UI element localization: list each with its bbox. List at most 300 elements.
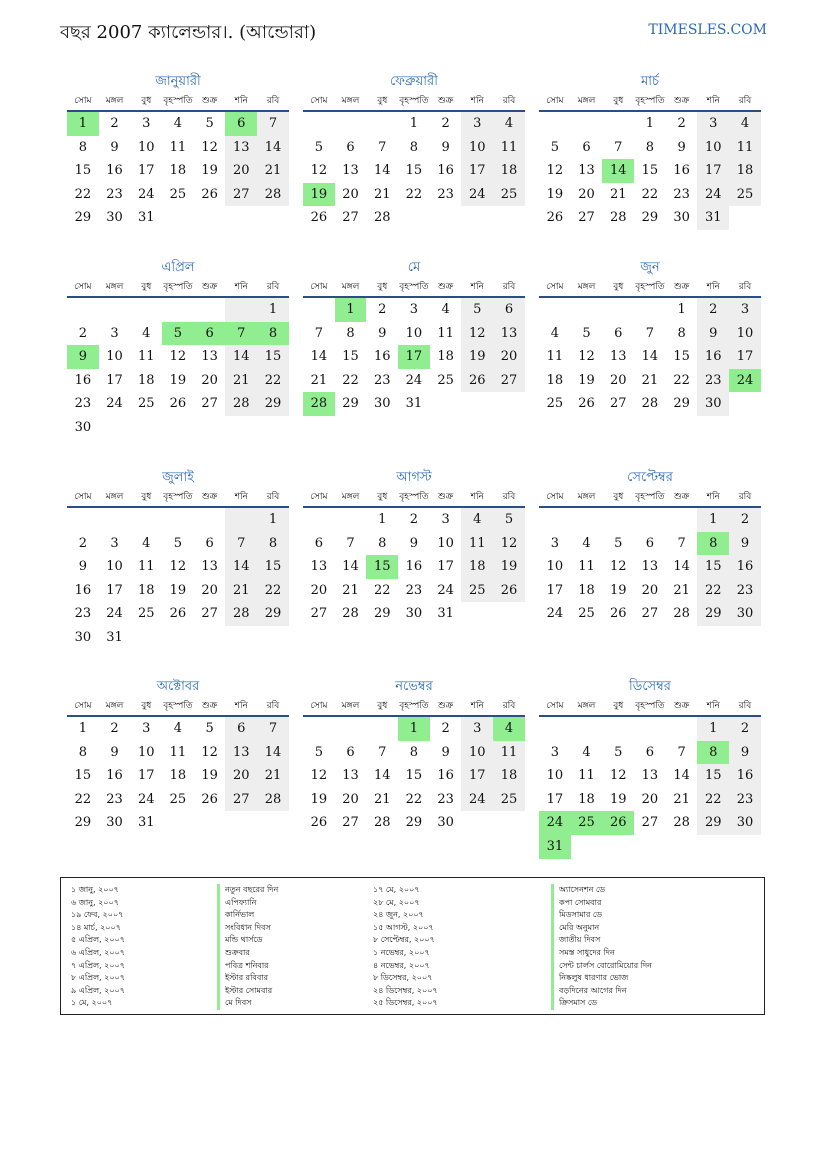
day-cell: 7 — [645, 325, 655, 341]
day-cell: 6 — [614, 325, 623, 341]
day-cell: 20 — [225, 159, 257, 183]
empty-day-cell — [666, 508, 698, 532]
weekday-header — [67, 278, 289, 298]
day-cell: 20 — [493, 345, 525, 369]
day-cell: 31 — [405, 396, 423, 412]
day-cell: 3 — [142, 116, 151, 131]
holiday-date: ৮ সেপ্টেম্বর, ২০০৭ — [373, 935, 435, 945]
day-cell: 10 — [461, 741, 493, 765]
day-cell: 5 — [173, 535, 183, 551]
holiday-name: মিডসামার ডে — [551, 909, 652, 922]
day-cell: 5 — [461, 298, 493, 322]
weekday-label: শনি — [234, 492, 248, 502]
weekday-label: মঙ্গল — [105, 701, 124, 711]
day-cell: 3 — [550, 535, 559, 551]
day-cell: 8 — [346, 325, 355, 341]
day-cell: 22 — [342, 372, 359, 388]
weekday-label: শুক্র — [673, 701, 690, 711]
day-cell: 15 — [257, 555, 289, 579]
day-cell: 5 — [314, 744, 323, 760]
day-cell: 3 — [142, 721, 151, 736]
weekday-label: শনি — [470, 492, 484, 502]
weekday-label: সোম — [74, 492, 92, 502]
day-cell: 16 — [74, 372, 92, 388]
day-cell: 2 — [110, 721, 119, 736]
holiday-date: ৯ এপ্রিল, ২০০৭ — [71, 985, 125, 995]
day-cell: 13 — [201, 559, 218, 575]
empty-day-cell — [539, 112, 571, 136]
day-cell: 19 — [201, 163, 218, 179]
day-cell: 22 — [697, 788, 729, 812]
day-cell: 9 — [409, 535, 419, 551]
month-name: জুন — [640, 260, 660, 275]
day-cell: 2 — [729, 717, 761, 741]
day-cell: 12 — [169, 559, 187, 575]
day-cell: 28 — [673, 815, 690, 831]
day-cell: 14 — [673, 768, 690, 784]
day-cell: 2 — [110, 116, 119, 131]
day-cell: 27 — [578, 210, 595, 226]
day-grid — [67, 112, 289, 230]
day-cell: 31 — [137, 815, 155, 831]
month-block — [539, 258, 761, 416]
day-cell: 1 — [78, 721, 87, 736]
holiday-date: ১ নভেম্বর, ২০০৭ — [373, 947, 430, 957]
weekday-label: রবি — [266, 282, 280, 292]
day-cell: 14 — [310, 349, 328, 365]
weekday-label: শনি — [234, 96, 248, 106]
day-cell: 25 — [493, 788, 525, 812]
day-grid — [303, 112, 525, 230]
day-cell: 20 — [201, 372, 218, 388]
day-cell: 13 — [225, 741, 257, 765]
month-name: অক্টোবর — [156, 679, 200, 694]
day-cell: 8 — [409, 139, 419, 155]
weekday-label: সোম — [310, 492, 328, 502]
day-cell: 23 — [673, 186, 690, 202]
day-cell: 7 — [257, 112, 289, 136]
day-cell: 8 — [645, 139, 655, 155]
day-cell: 20 — [578, 186, 595, 202]
day-cell: 28 — [373, 210, 391, 226]
weekday-header — [67, 697, 289, 717]
day-cell: 10 — [106, 559, 123, 575]
day-cell: 8 — [78, 139, 87, 155]
empty-day-cell — [571, 717, 603, 741]
page-title: বছর 2007 ক্যালেন্ডার।. (আন্ডোরা) — [60, 22, 317, 43]
month-name: নভেম্বর — [395, 679, 433, 694]
day-grid — [539, 508, 761, 626]
weekday-label: বুধ — [377, 701, 388, 711]
weekday-label: বুধ — [377, 282, 388, 292]
weekday-label: মঙ্গল — [577, 282, 596, 292]
weekday-label: মঙ্গল — [105, 282, 124, 292]
holiday-date: ১ জানু, ২০০৭ — [71, 885, 119, 894]
day-cell: 16 — [729, 555, 761, 579]
holiday-day-cell: 31 — [539, 835, 571, 859]
day-cell: 29 — [342, 396, 359, 412]
day-cell: 30 — [697, 392, 729, 416]
weekday-label: মঙ্গল — [105, 492, 124, 502]
weekday-header — [539, 92, 761, 112]
day-cell: 24 — [461, 788, 493, 812]
day-cell: 16 — [697, 345, 729, 369]
empty-day-cell — [602, 112, 634, 136]
day-cell: 24 — [461, 183, 493, 207]
day-cell: 7 — [257, 717, 289, 741]
day-cell: 14 — [225, 555, 257, 579]
day-cell: 28 — [225, 602, 257, 626]
site-link[interactable]: TIMESLES.COM — [648, 22, 767, 38]
day-cell: 26 — [493, 579, 525, 603]
day-grid — [303, 298, 525, 416]
weekday-header — [539, 488, 761, 508]
day-cell: 21 — [673, 791, 690, 807]
holiday-name: জাতীয় দিবস — [551, 934, 652, 947]
holiday-day-cell: 28 — [303, 392, 335, 416]
day-cell: 3 — [110, 325, 119, 341]
day-cell: 16 — [673, 163, 690, 179]
day-cell: 23 — [437, 791, 454, 807]
day-cell: 3 — [697, 112, 729, 136]
weekday-label: শনি — [470, 282, 484, 292]
day-cell: 26 — [609, 606, 627, 622]
weekday-label: রবি — [738, 282, 752, 292]
day-cell: 26 — [201, 186, 218, 202]
day-cell: 28 — [342, 606, 359, 622]
holiday-name: অ্যাসেনশন ডে — [551, 884, 652, 897]
day-cell: 24 — [106, 606, 123, 622]
day-cell: 11 — [546, 349, 564, 365]
day-grid — [67, 508, 289, 650]
day-grid — [539, 298, 761, 416]
day-cell: 22 — [257, 369, 289, 393]
day-cell: 15 — [673, 349, 690, 365]
empty-day-cell — [130, 508, 162, 532]
day-cell: 26 — [546, 210, 564, 226]
holiday-day-cell: 17 — [398, 345, 430, 369]
day-cell: 6 — [225, 717, 257, 741]
day-cell: 25 — [137, 396, 155, 412]
day-cell: 4 — [173, 721, 183, 736]
day-cell: 21 — [673, 582, 690, 598]
holiday-day-cell: 1 — [398, 717, 430, 741]
day-cell: 30 — [437, 815, 454, 831]
weekday-label: সোম — [546, 701, 564, 711]
day-cell: 17 — [137, 768, 155, 784]
day-cell: 30 — [106, 210, 123, 226]
day-cell: 19 — [609, 582, 627, 598]
weekday-label: বৃহস্পতি — [399, 282, 429, 292]
day-cell: 15 — [405, 768, 423, 784]
month-name: ডিসেম্বর — [629, 679, 671, 694]
day-cell: 16 — [106, 163, 123, 179]
day-cell: 15 — [257, 345, 289, 369]
day-cell: 27 — [342, 815, 359, 831]
empty-day-cell — [571, 298, 603, 322]
day-cell: 18 — [137, 582, 155, 598]
day-cell: 31 — [137, 210, 155, 226]
holiday-day-cell: 8 — [697, 532, 729, 556]
month-name: সেপ্টেম্বর — [627, 470, 673, 485]
empty-day-cell — [225, 508, 257, 532]
day-cell: 2 — [441, 721, 450, 736]
weekday-label: বৃহস্পতি — [635, 282, 665, 292]
day-grid — [539, 112, 761, 230]
holiday-name: ইস্টার সোমবার — [217, 985, 278, 998]
day-cell: 18 — [493, 764, 525, 788]
empty-day-cell — [571, 112, 603, 136]
day-cell: 7 — [378, 139, 387, 155]
holiday-day-cell: 8 — [697, 741, 729, 765]
weekday-label: বুধ — [377, 492, 388, 502]
day-cell: 25 — [729, 183, 761, 207]
day-cell: 21 — [609, 186, 627, 202]
day-cell: 18 — [578, 582, 595, 598]
day-cell: 10 — [137, 139, 155, 155]
weekday-label: বুধ — [613, 701, 624, 711]
weekday-label: বুধ — [613, 492, 624, 502]
holiday-name: বড়দিনের আগের দিন — [551, 985, 652, 998]
day-cell: 3 — [550, 744, 559, 760]
empty-day-cell — [162, 508, 194, 532]
day-cell: 22 — [74, 186, 92, 202]
month-name: এপ্রিল — [161, 260, 195, 275]
empty-day-cell — [99, 298, 131, 322]
weekday-label: রবি — [502, 701, 516, 711]
weekday-label: বুধ — [613, 96, 624, 106]
day-cell: 25 — [578, 606, 595, 622]
day-cell: 27 — [310, 606, 328, 622]
day-cell: 23 — [729, 579, 761, 603]
month-name: মার্চ — [640, 74, 659, 89]
day-cell: 21 — [641, 372, 659, 388]
day-cell: 7 — [225, 532, 257, 556]
month-block — [67, 677, 289, 835]
holiday-day-cell: 8 — [257, 322, 289, 346]
weekday-label: রবি — [266, 701, 280, 711]
weekday-label: শনি — [706, 282, 720, 292]
day-cell: 31 — [697, 206, 729, 230]
holiday-name: শুক্রবার — [217, 947, 278, 960]
day-cell: 16 — [405, 559, 423, 575]
day-cell: 6 — [493, 298, 525, 322]
weekday-label: বুধ — [141, 282, 152, 292]
day-cell: 15 — [697, 764, 729, 788]
day-cell: 13 — [310, 559, 328, 575]
day-cell: 19 — [493, 555, 525, 579]
day-cell: 23 — [373, 372, 391, 388]
day-cell: 30 — [106, 815, 123, 831]
day-cell: 18 — [137, 372, 155, 388]
day-cell: 12 — [493, 532, 525, 556]
day-cell: 11 — [137, 349, 155, 365]
day-cell: 3 — [461, 112, 493, 136]
weekday-label: সোম — [74, 701, 92, 711]
day-cell: 14 — [257, 136, 289, 160]
day-cell: 24 — [437, 582, 454, 598]
weekday-label: শুক্র — [201, 701, 218, 711]
day-cell: 2 — [378, 302, 387, 317]
day-cell: 13 — [641, 768, 659, 784]
day-cell: 15 — [342, 349, 359, 365]
day-cell: 10 — [546, 768, 564, 784]
day-cell: 19 — [169, 582, 187, 598]
weekday-label: বৃহস্পতি — [163, 282, 193, 292]
month-block — [303, 258, 525, 416]
day-cell: 15 — [641, 163, 659, 179]
month-block — [67, 258, 289, 440]
day-cell: 17 — [106, 582, 123, 598]
day-cell: 30 — [729, 602, 761, 626]
day-cell: 12 — [201, 139, 218, 155]
day-cell: 4 — [582, 744, 591, 760]
weekday-label: শনি — [234, 282, 248, 292]
day-cell: 16 — [729, 764, 761, 788]
empty-day-cell — [366, 717, 398, 741]
day-cell: 26 — [578, 396, 595, 412]
empty-day-cell — [539, 298, 571, 322]
day-cell: 28 — [225, 392, 257, 416]
day-cell: 4 — [493, 112, 525, 136]
holiday-date: ১৪ মার্চ, ২০০৭ — [71, 922, 121, 932]
day-cell: 8 — [677, 325, 686, 341]
day-cell: 19 — [201, 768, 218, 784]
day-cell: 12 — [609, 559, 627, 575]
day-cell: 5 — [493, 508, 525, 532]
day-cell: 7 — [677, 535, 686, 551]
day-cell: 11 — [437, 325, 454, 341]
day-cell: 28 — [257, 183, 289, 207]
day-cell: 12 — [578, 349, 595, 365]
day-cell: 26 — [310, 210, 328, 226]
weekday-label: রবি — [502, 282, 516, 292]
day-cell: 17 — [137, 163, 155, 179]
day-cell: 5 — [582, 325, 591, 341]
weekday-label: বুধ — [141, 96, 152, 106]
day-cell: 12 — [310, 163, 328, 179]
weekday-label: সোম — [546, 492, 564, 502]
day-cell: 24 — [697, 183, 729, 207]
weekday-label: সোম — [546, 96, 564, 106]
day-cell: 17 — [106, 372, 123, 388]
weekday-label: শনি — [470, 701, 484, 711]
day-cell: 1 — [257, 508, 289, 532]
weekday-label: শুক্র — [201, 282, 218, 292]
day-cell: 3 — [729, 298, 761, 322]
day-cell: 10 — [137, 744, 155, 760]
day-cell: 18 — [546, 372, 564, 388]
holiday-date: ৪ নভেম্বর, ২০০৭ — [373, 960, 430, 970]
day-cell: 18 — [493, 159, 525, 183]
month-name: আগস্ট — [396, 470, 432, 485]
day-cell: 19 — [609, 791, 627, 807]
day-cell: 1 — [677, 302, 686, 317]
day-cell: 18 — [169, 163, 187, 179]
day-cell: 2 — [78, 325, 87, 341]
holiday-date: ১৯ ফেব, ২০০৭ — [71, 910, 124, 920]
day-cell: 24 — [405, 372, 423, 388]
day-cell: 4 — [142, 325, 151, 341]
day-cell: 27 — [342, 210, 359, 226]
day-cell: 23 — [106, 791, 123, 807]
day-cell: 23 — [729, 788, 761, 812]
holiday-day-cell: 6 — [194, 322, 226, 346]
day-cell: 12 — [310, 768, 328, 784]
day-cell: 14 — [641, 349, 659, 365]
day-cell: 11 — [493, 136, 525, 160]
weekday-label: মঙ্গল — [577, 96, 596, 106]
day-cell: 13 — [641, 559, 659, 575]
empty-day-cell — [335, 717, 367, 741]
day-cell: 19 — [578, 372, 595, 388]
day-cell: 24 — [137, 791, 155, 807]
empty-day-cell — [303, 508, 335, 532]
day-cell: 11 — [493, 741, 525, 765]
empty-day-cell — [634, 508, 666, 532]
day-cell: 9 — [110, 139, 119, 155]
day-cell: 4 — [729, 112, 761, 136]
holiday-list — [60, 877, 765, 1015]
day-cell: 23 — [697, 369, 729, 393]
day-cell: 21 — [257, 159, 289, 183]
holiday-day-cell: 24 — [729, 369, 761, 393]
day-cell: 10 — [461, 136, 493, 160]
empty-day-cell — [99, 508, 131, 532]
day-cell: 3 — [461, 717, 493, 741]
day-cell: 13 — [342, 768, 359, 784]
day-grid — [303, 717, 525, 835]
weekday-label: বৃহস্পতি — [399, 492, 429, 502]
holiday-name: ক্রিসমাস ডে — [551, 997, 652, 1010]
day-cell: 10 — [106, 349, 123, 365]
day-cell: 2 — [409, 512, 419, 527]
day-cell: 20 — [342, 186, 359, 202]
day-cell: 30 — [373, 396, 391, 412]
holiday-day-cell: 15 — [366, 555, 398, 579]
day-cell: 29 — [673, 396, 690, 412]
weekday-label: সোম — [310, 282, 328, 292]
weekday-label: মঙ্গল — [341, 282, 360, 292]
day-cell: 29 — [697, 602, 729, 626]
day-cell: 23 — [405, 582, 423, 598]
day-cell: 13 — [609, 349, 627, 365]
day-cell: 22 — [673, 372, 690, 388]
holiday-day-cell: 1 — [335, 298, 367, 322]
month-name: ফেব্রুয়ারী — [390, 74, 438, 89]
weekday-label: শুক্র — [437, 282, 454, 292]
empty-day-cell — [303, 112, 335, 136]
holiday-name: মন্ডি থার্সডে — [217, 934, 278, 947]
day-cell: 4 — [582, 535, 591, 551]
day-cell: 12 — [546, 163, 564, 179]
holiday-date: ১৫ আগস্ট, ২০০৭ — [373, 922, 434, 932]
day-cell: 21 — [225, 369, 257, 393]
day-cell: 13 — [225, 136, 257, 160]
holiday-day-cell: 4 — [493, 717, 525, 741]
day-cell: 15 — [74, 768, 92, 784]
day-cell: 27 — [201, 396, 218, 412]
empty-day-cell — [602, 298, 634, 322]
empty-day-cell — [634, 298, 666, 322]
day-cell: 22 — [641, 186, 659, 202]
day-cell: 8 — [409, 744, 419, 760]
holiday-date: ৬ জানু, ২০০৭ — [71, 897, 119, 907]
day-cell: 18 — [461, 555, 493, 579]
holiday-date: ৫ এপ্রিল, ২০০৭ — [71, 935, 125, 945]
weekday-label: রবি — [738, 701, 752, 711]
weekday-label: বুধ — [141, 701, 152, 711]
